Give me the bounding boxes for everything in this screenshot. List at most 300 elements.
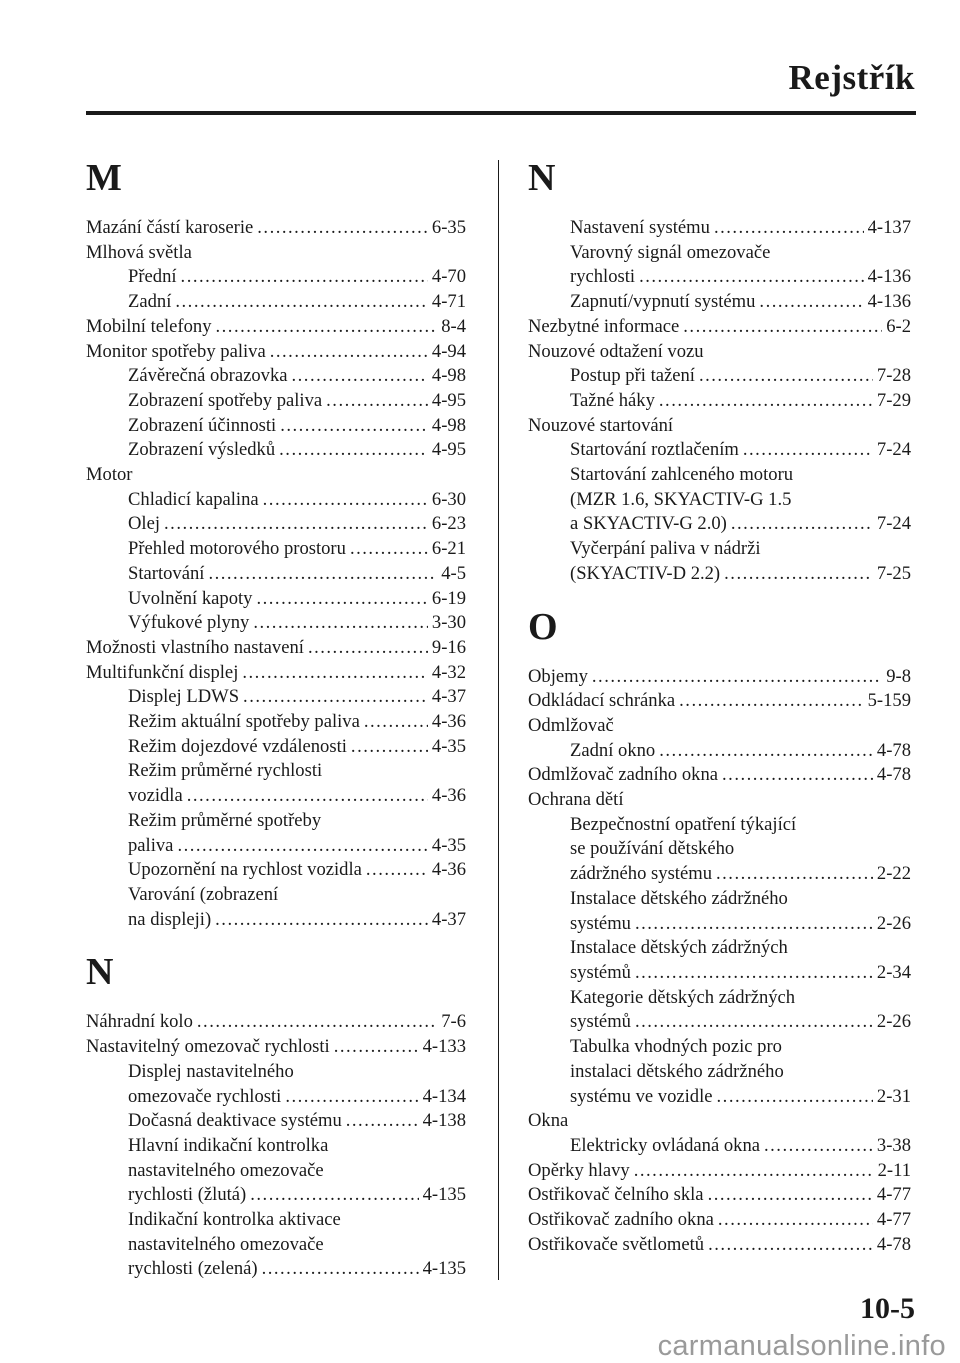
index-entry xyxy=(528,986,911,1035)
page-reference: 2-34 xyxy=(876,961,911,983)
index-term: rychlosti (žlutá) xyxy=(128,1184,247,1206)
index-term: Mlhová světla xyxy=(86,241,192,263)
index-entry xyxy=(86,1208,466,1282)
page-reference: 4-98 xyxy=(431,414,466,436)
index-line xyxy=(86,858,466,883)
index-line xyxy=(528,488,911,513)
index-term: (MZR 1.6, SKYACTIV-G 1.5 xyxy=(570,488,792,510)
index-line xyxy=(528,689,911,714)
dot-leader xyxy=(242,661,428,686)
index-term: Odmlžovač zadního okna xyxy=(528,764,719,786)
dot-leader xyxy=(714,216,864,241)
index-line xyxy=(528,1134,911,1159)
index-term: Nastavitelný omezovač rychlosti xyxy=(86,1036,330,1058)
index-line xyxy=(86,389,466,414)
section-letter: M xyxy=(86,157,122,199)
page-reference: 5-159 xyxy=(867,690,911,712)
index-line xyxy=(528,986,911,1011)
dot-leader xyxy=(724,562,873,587)
dot-leader xyxy=(243,685,428,710)
index-line xyxy=(86,1085,466,1110)
index-line xyxy=(86,834,466,859)
index-entry xyxy=(528,241,911,290)
page-reference: 4-134 xyxy=(422,1085,466,1107)
index-term: Ochrana dětí xyxy=(528,789,624,811)
index-entry xyxy=(86,685,466,710)
index-entry xyxy=(86,710,466,735)
index-line xyxy=(528,1183,911,1208)
dot-leader xyxy=(716,862,873,887)
index-entry xyxy=(528,1208,911,1233)
page-reference: 2-22 xyxy=(876,863,911,885)
index-term: Zadní okno xyxy=(570,739,656,761)
dot-leader xyxy=(731,512,873,537)
index-entry xyxy=(86,414,466,439)
index-term: Uvolnění kapoty xyxy=(128,587,253,609)
page-reference: 7-24 xyxy=(876,439,911,461)
page-reference: 3-38 xyxy=(876,1134,911,1156)
index-line xyxy=(86,908,466,933)
section-letter: O xyxy=(528,605,558,648)
index-entry xyxy=(86,1010,466,1035)
dot-leader xyxy=(326,389,428,414)
page-reference: 2-26 xyxy=(876,1011,911,1033)
page-title: Rejstřík xyxy=(788,58,915,97)
index-term: Ostřikovač zadního okna xyxy=(528,1209,714,1231)
index-term: Zobrazení spotřeby paliva xyxy=(128,389,323,411)
index-term: Mazání částí karoserie xyxy=(86,217,254,238)
index-term: Závěrečná obrazovka xyxy=(128,365,288,387)
index-line xyxy=(528,961,911,986)
page-reference: 4-35 xyxy=(431,834,466,856)
index-term: Možnosti vlastního nastavení xyxy=(86,636,304,658)
index-term: Nastavení systému xyxy=(570,217,710,238)
page-reference: 6-35 xyxy=(431,217,466,238)
index-column-right xyxy=(528,158,911,1257)
column-divider xyxy=(498,160,499,1280)
index-term: Startování xyxy=(128,562,205,584)
index-term: (SKYACTIV-D 2.2) xyxy=(570,562,721,584)
index-term: Mobilní telefony xyxy=(86,315,212,337)
index-term: paliva xyxy=(128,834,174,856)
index-entry xyxy=(86,265,466,290)
dot-leader xyxy=(197,1010,437,1035)
dot-leader xyxy=(256,587,427,612)
index-entry xyxy=(86,611,466,636)
page-number: 10-5 xyxy=(860,1292,915,1325)
index-term: Náhradní kolo xyxy=(86,1011,193,1033)
index-term: systému xyxy=(570,912,631,934)
index-line xyxy=(528,912,911,937)
index-line xyxy=(528,537,911,562)
index-term: se používání dětského xyxy=(570,838,735,860)
index-entry xyxy=(528,290,911,315)
index-term: Varovný signál omezovače xyxy=(570,241,771,263)
header-rule xyxy=(86,111,916,115)
index-line xyxy=(528,364,911,389)
index-line xyxy=(86,1183,466,1208)
dot-leader xyxy=(187,784,428,809)
index-term: Displej LDWS xyxy=(128,686,240,708)
index-line xyxy=(528,1010,911,1035)
dot-leader xyxy=(708,1233,873,1258)
page-reference: 2-26 xyxy=(876,912,911,934)
dot-leader xyxy=(683,315,882,340)
index-line xyxy=(528,862,911,887)
page-reference: 4-77 xyxy=(876,1184,911,1206)
dot-leader xyxy=(708,1183,873,1208)
index-entry xyxy=(86,315,466,340)
index-entry xyxy=(528,364,911,389)
index-term: Indikační kontrolka aktivace xyxy=(128,1209,341,1231)
dot-leader xyxy=(592,665,882,690)
dot-leader xyxy=(257,216,428,241)
dot-leader xyxy=(635,961,873,986)
index-term: zádržného systému xyxy=(570,863,712,885)
dot-leader xyxy=(177,834,427,859)
index-term: Hlavní indikační kontrolka xyxy=(128,1134,329,1156)
index-entry xyxy=(528,1134,911,1159)
index-entry xyxy=(86,1134,466,1208)
dot-leader xyxy=(717,1085,873,1110)
page-reference: 4-70 xyxy=(431,266,466,288)
index-line xyxy=(528,340,911,365)
index-term: Startování zahlceného motoru xyxy=(570,464,794,486)
index-entry xyxy=(528,340,911,365)
dot-leader xyxy=(253,611,428,636)
index-line xyxy=(528,887,911,912)
index-term: Chladicí kapalina xyxy=(128,488,259,510)
dot-leader xyxy=(722,763,873,788)
index-term: Monitor spotřeby paliva xyxy=(86,340,266,362)
index-entry xyxy=(86,463,466,488)
page-reference: 4-32 xyxy=(431,661,466,683)
index-line xyxy=(528,265,911,290)
dot-leader xyxy=(350,537,428,562)
dot-leader xyxy=(635,912,873,937)
index-entry xyxy=(528,537,911,586)
dot-leader xyxy=(659,389,873,414)
section-letter: N xyxy=(86,951,114,994)
index-line xyxy=(86,438,466,463)
index-entry xyxy=(528,389,911,414)
index-line xyxy=(86,636,466,661)
dot-leader xyxy=(364,710,428,735)
index-term: Kategorie dětských zádržných xyxy=(570,986,796,1008)
index-entry xyxy=(86,241,466,266)
index-term: Přední xyxy=(128,266,177,288)
index-entry xyxy=(86,1060,466,1109)
page-reference: 7-25 xyxy=(876,562,911,584)
dot-leader xyxy=(216,315,438,340)
index-term: Vyčerpání paliva v nádrži xyxy=(570,538,761,560)
page-reference: 3-30 xyxy=(431,612,466,634)
page-reference: 6-23 xyxy=(431,513,466,535)
index-entry xyxy=(528,763,911,788)
index-term: Nouzové odtažení vozu xyxy=(528,340,704,362)
dot-leader xyxy=(279,438,428,463)
page-reference: 9-8 xyxy=(886,665,911,687)
index-line xyxy=(528,665,911,690)
index-line xyxy=(86,1035,466,1060)
index-line xyxy=(528,813,911,838)
page-reference: 7-28 xyxy=(876,365,911,387)
page-reference: 4-5 xyxy=(441,562,466,584)
index-line xyxy=(86,883,466,908)
dot-leader xyxy=(334,1035,419,1060)
index-line xyxy=(86,463,466,488)
index-term: Instalace dětských zádržných xyxy=(570,937,788,959)
dot-leader xyxy=(250,1183,418,1208)
index-entry xyxy=(86,587,466,612)
index-entry xyxy=(528,689,911,714)
index-entry xyxy=(528,1035,911,1109)
page-reference: 4-36 xyxy=(431,785,466,807)
page-reference: 4-95 xyxy=(431,439,466,461)
index-entry xyxy=(86,537,466,562)
index-entry xyxy=(528,714,911,739)
dot-leader xyxy=(285,1085,418,1110)
index-entry xyxy=(528,1233,911,1258)
index-line xyxy=(528,1159,911,1184)
dot-leader xyxy=(699,364,873,389)
dot-leader xyxy=(366,858,428,883)
index-term: systémů xyxy=(570,961,631,983)
dot-leader xyxy=(292,364,428,389)
page-reference: 4-138 xyxy=(422,1110,466,1132)
dot-leader xyxy=(346,1109,419,1134)
index-term: instalaci dětského zádržného xyxy=(570,1060,784,1082)
index-line xyxy=(86,512,466,537)
index-entry xyxy=(528,315,911,340)
page-reference: 4-37 xyxy=(431,908,466,930)
index-line xyxy=(528,463,911,488)
index-entry xyxy=(86,562,466,587)
index-term: Opěrky hlavy xyxy=(528,1159,630,1181)
index-term: Zobrazení výsledků xyxy=(128,439,276,461)
index-term: Tažné háky xyxy=(570,389,655,411)
index-line xyxy=(528,414,911,439)
page-reference: 7-6 xyxy=(441,1011,466,1033)
section-letter: N xyxy=(528,157,556,199)
page-reference: 6-21 xyxy=(431,538,466,560)
page-reference: 2-11 xyxy=(877,1159,911,1181)
index-entry xyxy=(528,665,911,690)
index-term: Motor xyxy=(86,464,133,486)
index-term: Startování roztlačením xyxy=(570,439,739,461)
index-term: nastavitelného omezovače xyxy=(128,1159,324,1181)
index-line xyxy=(86,265,466,290)
index-term: Tabulka vhodných pozic pro xyxy=(570,1036,782,1058)
page-reference: 6-19 xyxy=(431,587,466,609)
page-reference: 4-37 xyxy=(431,686,466,708)
page-reference: 7-24 xyxy=(876,513,911,535)
index-line xyxy=(86,1159,466,1184)
index-line xyxy=(86,759,466,784)
page-reference: 4-135 xyxy=(422,1258,466,1280)
index-line xyxy=(86,587,466,612)
dot-leader xyxy=(280,414,428,439)
dot-leader xyxy=(759,290,863,315)
index-term: Instalace dětského zádržného xyxy=(570,887,788,909)
index-term: rychlosti (zelená) xyxy=(128,1258,258,1280)
index-term: Multifunkční displej xyxy=(86,661,239,683)
page-reference: 6-30 xyxy=(431,488,466,510)
index-entry xyxy=(86,389,466,414)
dot-leader xyxy=(635,1010,873,1035)
index-term: Přehled motorového prostoru xyxy=(128,538,346,560)
index-entry xyxy=(528,463,911,537)
index-line xyxy=(86,537,466,562)
index-entry xyxy=(86,364,466,389)
page-reference: 9-16 xyxy=(431,636,466,658)
index-term: Varování (zobrazení xyxy=(128,883,279,905)
page-reference: 4-78 xyxy=(876,764,911,786)
dot-leader xyxy=(164,512,428,537)
index-entry xyxy=(86,809,466,858)
dot-leader xyxy=(634,1159,874,1184)
index-line xyxy=(86,216,466,241)
dot-leader xyxy=(351,735,428,760)
index-line xyxy=(528,241,911,266)
index-column-left xyxy=(86,158,466,1282)
index-line xyxy=(86,784,466,809)
index-line xyxy=(528,837,911,862)
page-reference: 4-95 xyxy=(431,389,466,411)
dot-leader xyxy=(639,265,864,290)
index-line xyxy=(86,414,466,439)
dot-leader xyxy=(262,1257,419,1282)
index-term: Ostřikovače světlometů xyxy=(528,1233,705,1255)
index-term: Postup při tažení xyxy=(570,365,695,387)
index-entry xyxy=(528,438,911,463)
index-term: Displej nastavitelného xyxy=(128,1060,294,1082)
index-term: Olej xyxy=(128,513,161,535)
index-entry xyxy=(86,735,466,760)
page-reference: 4-136 xyxy=(867,291,911,313)
index-line xyxy=(528,1060,911,1085)
index-entry xyxy=(86,340,466,365)
index-line xyxy=(86,488,466,513)
index-line xyxy=(86,241,466,266)
section-gap xyxy=(86,932,466,952)
index-entry xyxy=(86,512,466,537)
index-entry xyxy=(86,290,466,315)
index-entry xyxy=(528,216,911,241)
page-reference: 4-136 xyxy=(867,266,911,288)
index-term: Upozornění na rychlost vozidla xyxy=(128,859,362,881)
index-entry xyxy=(528,936,911,985)
index-entry xyxy=(86,1109,466,1134)
index-term: Režim dojezdové vzdálenosti xyxy=(128,735,347,757)
index-entry xyxy=(86,438,466,463)
index-line xyxy=(86,1208,466,1233)
page-reference: 4-71 xyxy=(431,291,466,313)
dot-leader xyxy=(743,438,873,463)
page-reference: 4-135 xyxy=(422,1184,466,1206)
index-line xyxy=(86,611,466,636)
index-term: Zapnutí/vypnutí systému xyxy=(570,291,756,313)
index-line xyxy=(528,788,911,813)
index-term: Bezpečnostní opatření týkající xyxy=(570,813,797,835)
index-line xyxy=(528,315,911,340)
index-entry xyxy=(86,759,466,808)
index-term: Elektricky ovládaná okna xyxy=(570,1134,760,1156)
dot-leader xyxy=(270,340,428,365)
index-line xyxy=(86,290,466,315)
index-entry xyxy=(528,788,911,813)
page-reference: 4-78 xyxy=(876,1233,911,1255)
watermark: carmanualsonline.info xyxy=(657,1330,946,1362)
page-reference: 4-78 xyxy=(876,739,911,761)
index-line xyxy=(86,1233,466,1258)
index-term: omezovače rychlosti xyxy=(128,1085,282,1107)
index-term: Výfukové plyny xyxy=(128,612,250,634)
page-reference: 4-98 xyxy=(431,365,466,387)
index-line xyxy=(528,714,911,739)
page-reference: 4-133 xyxy=(422,1036,466,1058)
index-term: Nouzové startování xyxy=(528,414,674,436)
index-line xyxy=(86,710,466,735)
index-term: systému ve vozidle xyxy=(570,1085,713,1107)
index-line xyxy=(86,809,466,834)
index-entry xyxy=(86,661,466,686)
index-term: vozidla xyxy=(128,785,183,807)
index-entry xyxy=(528,813,911,887)
dot-leader xyxy=(764,1134,873,1159)
dot-leader xyxy=(181,265,428,290)
index-term: na displeji) xyxy=(128,908,212,930)
index-line xyxy=(86,1010,466,1035)
page-reference: 8-4 xyxy=(441,315,466,337)
index-line xyxy=(528,562,911,587)
index-line xyxy=(528,438,911,463)
index-line xyxy=(528,763,911,788)
index-term: Režim aktuální spotřeby paliva xyxy=(128,711,360,733)
index-line xyxy=(528,1208,911,1233)
index-line xyxy=(86,315,466,340)
index-line xyxy=(528,936,911,961)
index-line xyxy=(86,1257,466,1282)
index-term: Režim průměrné rychlosti xyxy=(128,760,323,782)
index-term: Odmlžovač xyxy=(528,714,614,736)
index-term: Zadní xyxy=(128,291,172,313)
index-entry xyxy=(528,887,911,936)
index-entry xyxy=(528,414,911,439)
index-entry xyxy=(528,739,911,764)
index-term: a SKYACTIV-G 2.0) xyxy=(570,513,727,535)
section-gap xyxy=(528,587,911,607)
index-entry xyxy=(528,1159,911,1184)
page-reference: 4-36 xyxy=(431,711,466,733)
index-line xyxy=(86,661,466,686)
page-reference: 7-29 xyxy=(876,389,911,411)
dot-leader xyxy=(263,488,428,513)
dot-leader xyxy=(659,739,873,764)
index-line xyxy=(86,364,466,389)
index-term: Dočasná deaktivace systému xyxy=(128,1110,342,1132)
dot-leader xyxy=(718,1208,873,1233)
index-line xyxy=(528,216,911,241)
index-line xyxy=(528,1233,911,1258)
index-entry xyxy=(86,883,466,932)
index-line xyxy=(528,290,911,315)
dot-leader xyxy=(308,636,428,661)
index-line xyxy=(86,340,466,365)
index-line xyxy=(528,1035,911,1060)
index-term: Ostřikovač čelního skla xyxy=(528,1184,704,1206)
page-reference: 6-2 xyxy=(886,315,911,337)
